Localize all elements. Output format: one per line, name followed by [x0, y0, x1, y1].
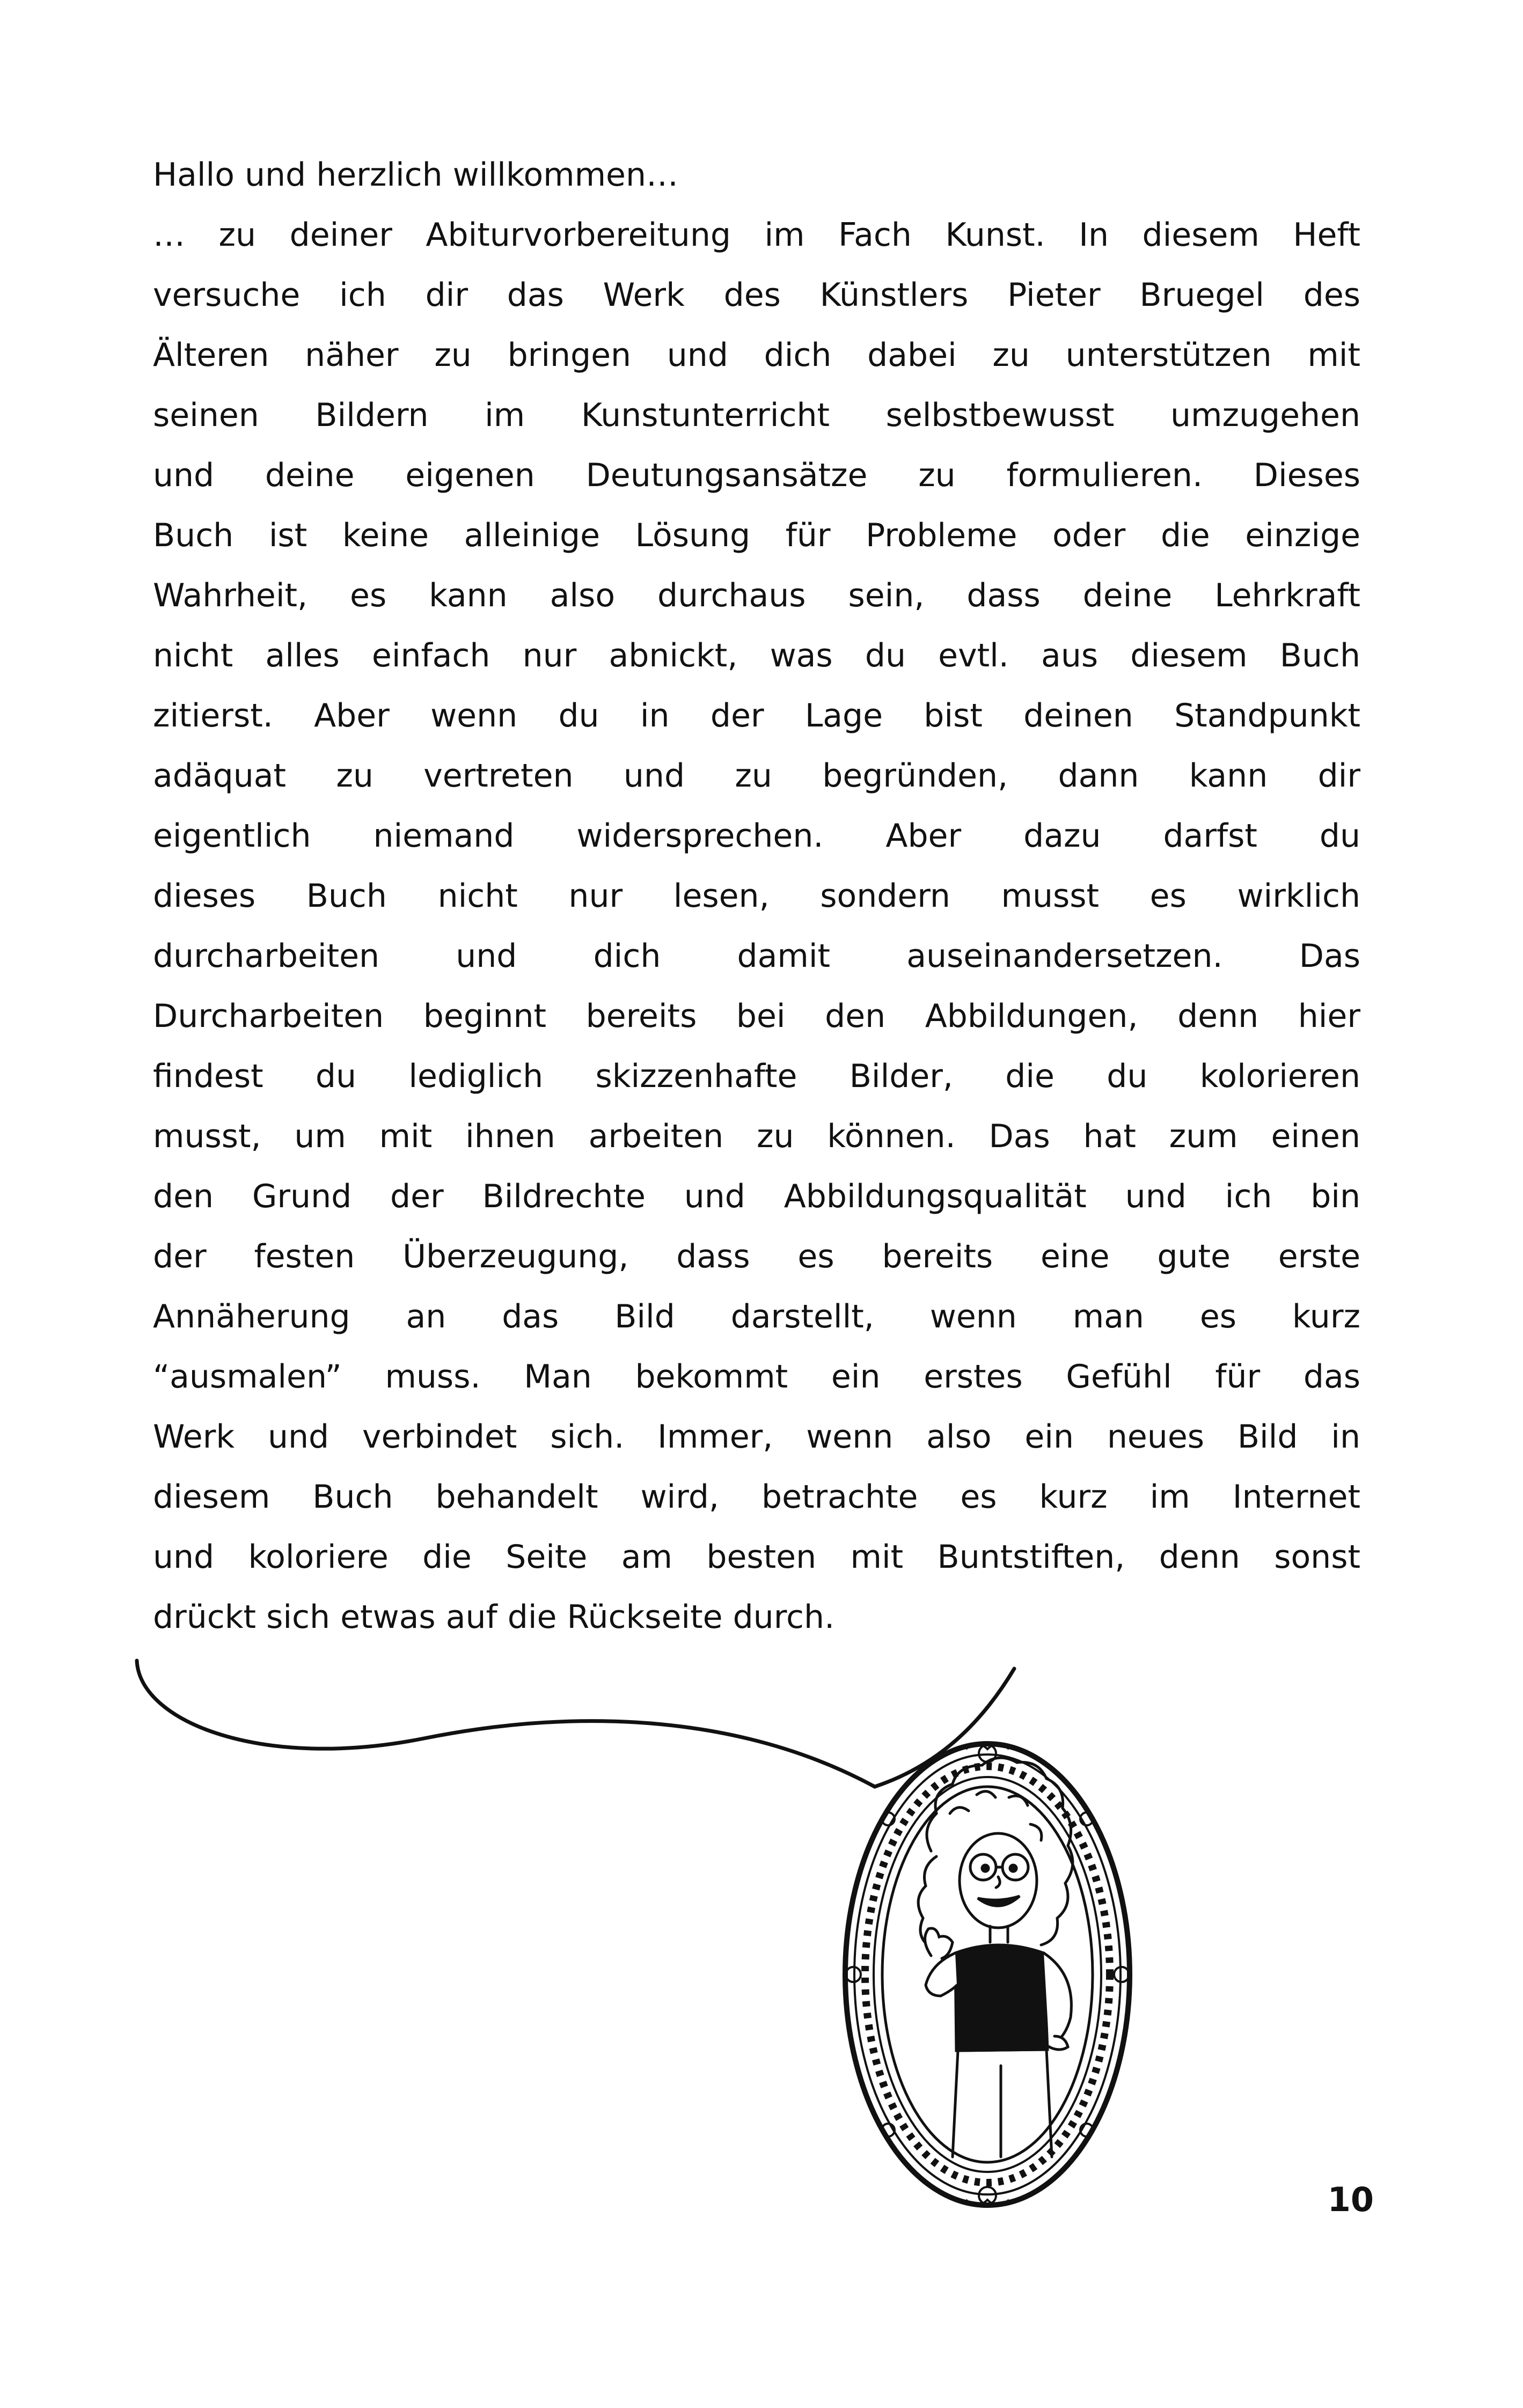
paragraph-line: findest du lediglich skizzenhafte Bilder, die du kolorieren [153, 1058, 1360, 1095]
paragraph-line: adäquat zu vertreten und zu begründen, dann kann dir [153, 757, 1360, 795]
paragraph-line: versuche ich dir das Werk des Künstlers Pieter Bruegel des [153, 276, 1360, 314]
paragraph-line: und koloriere die Seite am besten mit Buntstiften, denn sonst [153, 1538, 1360, 1576]
paragraph-line: der festen Überzeugung, dass es bereits eine gute erste [153, 1238, 1360, 1275]
paragraph-line: zitierst. Aber wenn du in der Lage bist deinen Standpunkt [153, 697, 1360, 735]
page-number: 10 [1327, 2180, 1374, 2219]
paragraph-line: seinen Bildern im Kunstunterricht selbstbewusst umzugehen [153, 397, 1360, 434]
paragraph-line: Älteren näher zu bringen und dich dabei zu unterstützen mit [153, 336, 1360, 374]
greeting-heading: Hallo und herzlich willkommen… [153, 156, 678, 194]
paragraph-line: Buch ist keine alleinige Lösung für Probleme oder die einzige [153, 517, 1360, 554]
paragraph-line: Durcharbeiten beginnt bereits bei den Abbildungen, denn hier [153, 997, 1360, 1035]
paragraph-line: … zu deiner Abiturvorbereitung im Fach Kunst. In diesem Heft [153, 216, 1360, 254]
paragraph-line: dieses Buch nicht nur lesen, sondern musst es wirklich [153, 877, 1360, 915]
author-portrait-illustration [837, 1733, 1138, 2216]
paragraph-line: Werk und verbindet sich. Immer, wenn also ein neues Bild in [153, 1418, 1360, 1456]
paragraph-line: Wahrheit, es kann also durchaus sein, dass deine Lehrkraft [153, 577, 1360, 614]
paragraph-line: durcharbeiten und dich damit auseinandersetzen. Das [153, 937, 1360, 975]
paragraph-line: eigentlich niemand widersprechen. Aber dazu darfst du [153, 817, 1360, 855]
paragraph-line: diesem Buch behandelt wird, betrachte es kurz im Internet [153, 1478, 1360, 1516]
paragraph-line: nicht alles einfach nur abnickt, was du evtl. aus diesem Buch [153, 637, 1360, 674]
paragraph-line: “ausmalen” muss. Man bekommt ein erstes Gefühl für das [153, 1358, 1360, 1396]
paragraph-line: und deine eigenen Deutungsansätze zu formulieren. Dieses [153, 457, 1360, 494]
intro-paragraph [153, 205, 1360, 1647]
paragraph-line: den Grund der Bildrechte und Abbildungsqualität und ich bin [153, 1178, 1360, 1215]
intro-text-block [153, 145, 1360, 1647]
paragraph-line: drückt sich etwas auf die Rückseite durch. [153, 1598, 835, 1636]
paragraph-line: musst, um mit ihnen arbeiten zu können. Das hat zum einen [153, 1118, 1360, 1155]
paragraph-line: Annäherung an das Bild darstellt, wenn man es kurz [153, 1298, 1360, 1335]
